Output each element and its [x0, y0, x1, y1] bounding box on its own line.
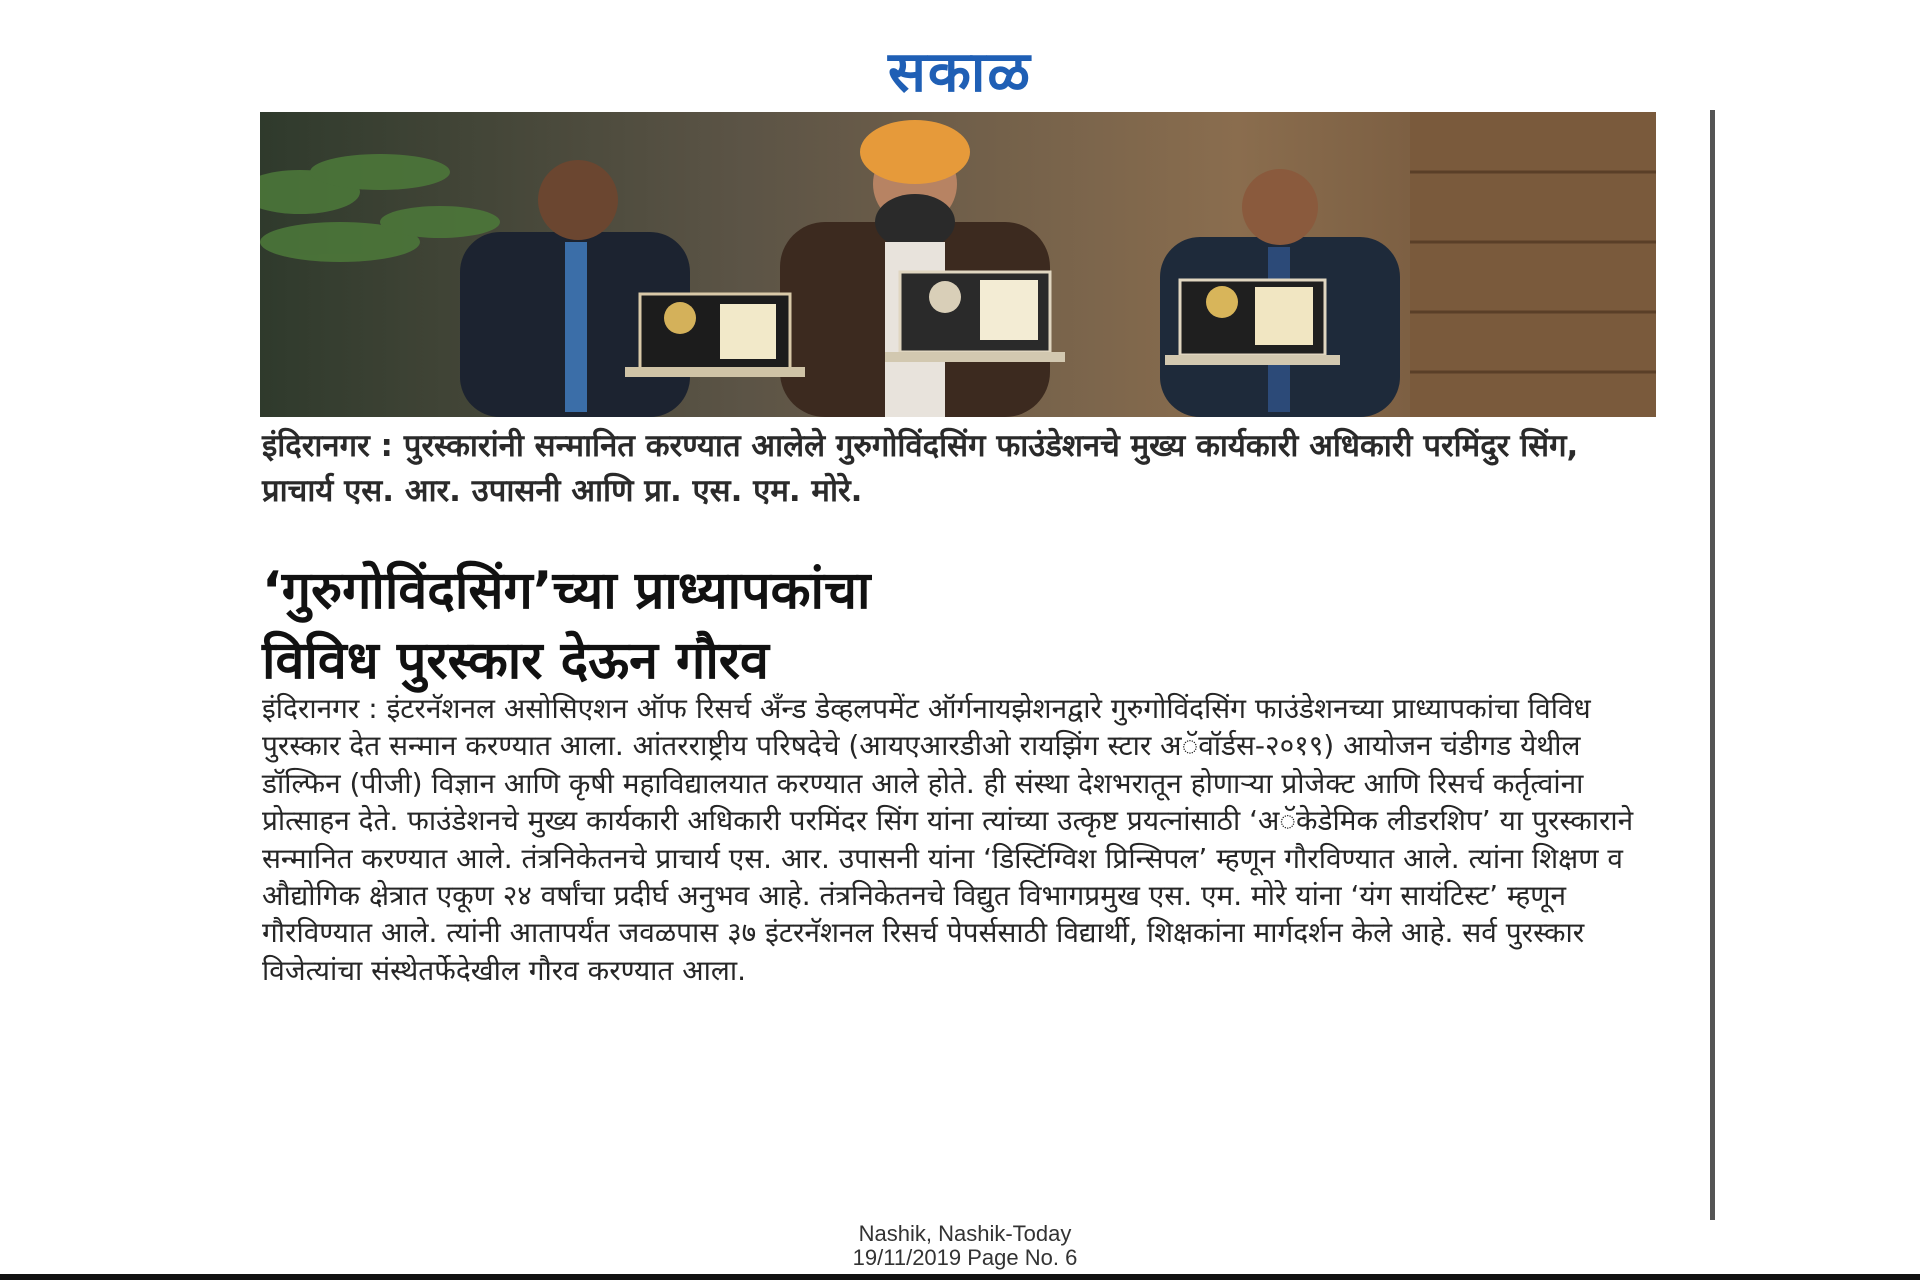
- bottom-border: [0, 1274, 1920, 1280]
- award-photo-illustration: [260, 112, 1656, 417]
- newspaper-masthead: सकाळ: [888, 39, 1032, 105]
- headline-line-2: विविध पुरस्कार देऊन गौरव: [262, 631, 769, 691]
- article-headline: [262, 556, 1658, 696]
- photo-caption: इंदिरानगर : पुरस्कारांनी सन्मानित करण्यात आलेले गुरुगोविंदसिंग फाउंडेशनचे मुख्य कार्यकारी अधिकारी परमिंदुर सिंग, प्राचार्य एस. आर. उपासनी आणि प्रा. एस. एम. मोरे.: [262, 428, 1579, 509]
- clipping-footer: [700, 1222, 1230, 1270]
- footer-date-page: 19/11/2019 Page No. 6: [852, 1245, 1078, 1270]
- headline-line-1: ‘गुरुगोविंदसिंग’च्या प्राध्यापकांचा: [262, 561, 871, 621]
- article-body: इंदिरानगर : इंटरनॅशनल असोसिएशन ऑफ रिसर्च अँन्ड डेव्हलपमेंट ऑर्गनायझेशनद्वारे गुरुगोविंदसिंग फाउंडेशनच्या प्राध्यापकांचा विविध पुरस्कार देत सन्मान करण्यात आला. आंतरराष्ट्रीय परिषदेचे (आयएआरडीओ रायझिंग स्टार अॅवॉर्डस-२०१९) आयोजन चंडीगड येथील डॉल्फिन (पीजी) विज्ञान आणि कृषी महाविद्यालयात करण्यात आले होते. ही संस्था देशभरातून होणाऱ्या प्रोजेक्ट आणि रिसर्च कर्तृत्वांना प्रोत्साहन देते. फाउंडेशनचे मुख्य कार्यकारी अधिकारी परमिंदर सिंग यांना त्यांच्या उत्कृष्ट प्रयत्नांसाठी ‘अॅकेडेमिक लीडरशिप’ या पुरस्काराने सन्मानित करण्यात आले. तंत्रनिकेतनचे प्राचार्य एस. आर. उपासनी यांना ‘डिस्टिंग्विश प्रिन्सिपल’ म्हणून गौरविण्यात आले. त्यांना शिक्षण व औद्योगिक क्षेत्रात एकूण २४ वर्षांचा प्रदीर्घ अनुभव आहे. तंत्रनिकेतनचे विद्युत विभागप्रमुख एस. एम. मोरे यांना ‘यंग सायंटिस्ट’ म्हणून गौरविण्यात आले. त्यांनी आतापर्यंत जवळपास ३७ इंटरनॅशनल रिसर्च पेपर्ससाठी विद्यार्थी, शिक्षकांना मार्गदर्शन केले आहे. सर्व पुरस्कार विजेत्यांचा संस्थेतर्फेदेखील गौरव करण्यात आला.: [262, 692, 1634, 987]
- column-rule: [1710, 110, 1715, 1220]
- footer-edition: Nashik, Nashik-Today: [858, 1221, 1072, 1246]
- award-photo: [260, 112, 1656, 417]
